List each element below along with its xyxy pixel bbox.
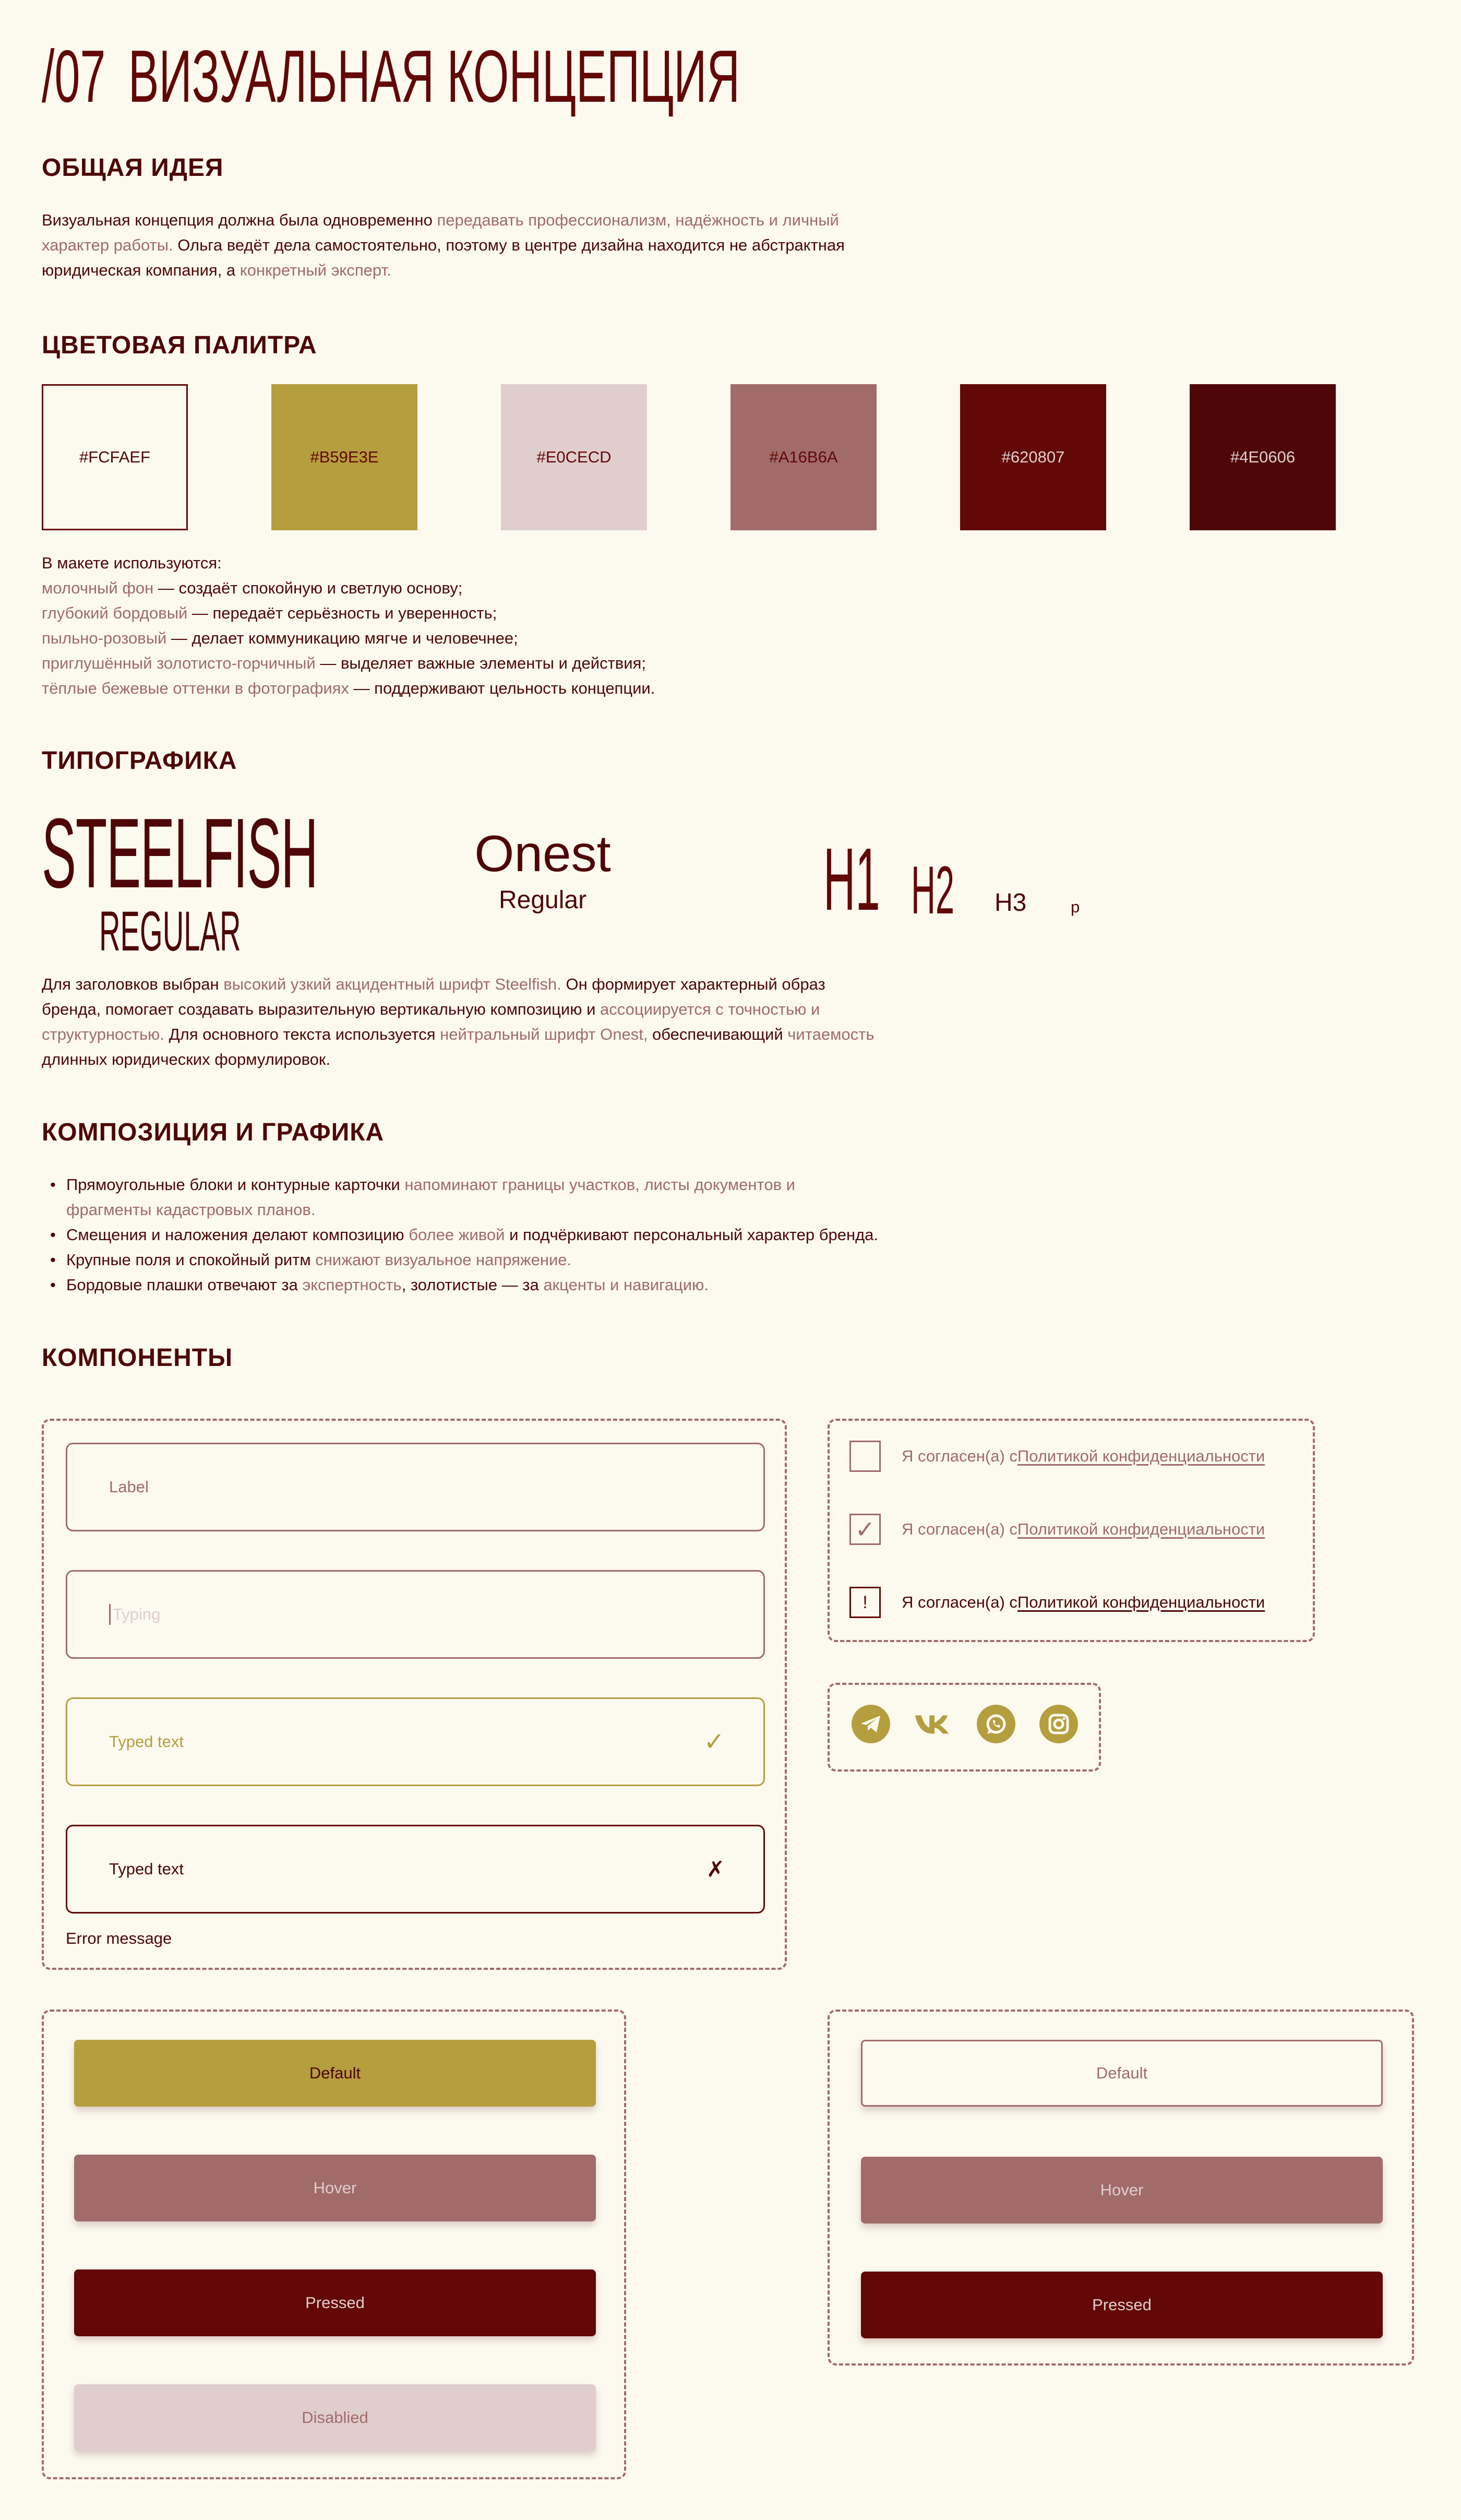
primary-button-hover[interactable]: Hover	[74, 2155, 596, 2221]
telegram-icon[interactable]	[852, 1705, 890, 1743]
secondary-button-pressed[interactable]: Pressed	[861, 2272, 1383, 2338]
checkbox-error-icon[interactable]: !	[849, 1587, 881, 1618]
instagram-icon[interactable]	[1039, 1705, 1078, 1743]
consent-checkbox-checked[interactable]	[849, 1514, 1265, 1545]
palette-heading: ЦВЕТОВАЯ ПАЛИТРА	[42, 331, 317, 359]
idea-heading: ОБЩАЯ ИДЕЯ	[42, 154, 224, 182]
onest-style: Regular	[498, 886, 587, 914]
checkbox-empty[interactable]	[849, 1441, 881, 1472]
vk-icon[interactable]	[914, 1705, 953, 1743]
swatch-milk: #FCFAEF	[42, 384, 188, 530]
checkbox-panel	[828, 1419, 1315, 1642]
composition-list	[42, 1172, 1033, 1298]
input-label-state[interactable]	[66, 1443, 765, 1531]
secondary-button-default[interactable]: Default	[861, 2040, 1383, 2107]
consent-checkbox-unchecked[interactable]	[849, 1441, 1265, 1472]
list-item: • Прямоугольные блоки и контурные карточки напоминают границы участков, листы документов и фрагменты кадастровых планов.	[42, 1172, 1033, 1222]
inputs-panel	[42, 1419, 787, 1970]
h2-sample: H2	[911, 852, 955, 928]
steelfish-style: REGULAR	[99, 899, 241, 962]
secondary-button-hover[interactable]: Hover	[861, 2157, 1383, 2224]
checkbox-checked-icon[interactable]: ✓	[849, 1514, 881, 1545]
check-icon: ✓	[703, 1728, 725, 1756]
list-item: • Бордовые плашки отвечают за экспертность, золотистые — за акценты и навигацию.	[42, 1273, 1033, 1298]
error-message: Error message	[66, 1929, 172, 1947]
primary-button-disabled[interactable]: Disablied	[74, 2384, 596, 2451]
primary-button-default[interactable]: Default	[74, 2040, 596, 2107]
typography-description: Для заголовков выбран высокий узкий акцидентный шрифт Steelfish. Он формирует характерный образ бренда, помогает создавать выразительную вертикальную композицию и ассоциируется с точностью и структурностью. Для основного текста используется нейтральный шрифт Onest, обеспечивающий читаемость длинных юридических формулировок.	[42, 975, 875, 1068]
components-heading: КОМПОНЕНТЫ	[42, 1344, 233, 1372]
consent-text: Я согласен(а) с	[902, 1447, 1017, 1465]
list-item: • Смещения и наложения делают композицию более живой и подчёркивают персональный характер бренда.	[42, 1222, 1033, 1247]
composition-heading: КОМПОЗИЦИЯ И ГРАФИКА	[42, 1119, 385, 1146]
palette-description: В макете используются: молочный фон — создаёт спокойную и светлую основу; глубокий бордовый — передаёт серьёзность и уверенность; пыльно-розовый — делает коммуникацию мягче и человечнее; приглушённый золотисто-горчичный — выделяет важные элементы и действия; тёплые бежевые оттенки в фотографиях — поддерживают цельность концепции.	[42, 554, 655, 697]
input-typing-state[interactable]	[66, 1570, 765, 1659]
text-cursor	[109, 1604, 111, 1625]
swatch-pink: #E0CECD	[501, 384, 647, 530]
typography-heading: ТИПОГРАФИКА	[42, 747, 237, 775]
section-number: /07	[42, 35, 106, 118]
page-title	[42, 32, 740, 121]
steelfish-specimen	[42, 798, 318, 962]
privacy-policy-link[interactable]: Политикой конфиденциальности	[1017, 1593, 1265, 1611]
input-typing-text: Typing	[113, 1605, 161, 1623]
privacy-policy-link[interactable]: Политикой конфиденциальности	[1017, 1447, 1265, 1465]
swatch-gold: #B59E3E	[271, 384, 417, 530]
idea-text: Визуальная концепция должна была одновременно передавать профессионализм, надёжность и личный характер работы. Ольга ведёт дела самостоятельно, поэтому в центре дизайна находится не абстрактная юридическая компания, а конкретный эксперт.	[42, 211, 845, 279]
consent-text: Я согласен(а) с	[902, 1520, 1017, 1538]
primary-button-pressed[interactable]: Pressed	[74, 2269, 596, 2336]
swatch-dark-burgundy: #4E0606	[1190, 384, 1336, 530]
steelfish-name: STEELFISH	[42, 798, 318, 909]
section-title: ВИЗУАЛЬНАЯ КОНЦЕПЦИЯ	[128, 35, 740, 118]
whatsapp-icon[interactable]	[977, 1705, 1015, 1743]
onest-specimen	[459, 825, 626, 919]
onest-name: Onest	[474, 825, 611, 882]
swatch-burgundy: #620807	[960, 384, 1106, 530]
consent-text: Я согласен(а) с	[902, 1593, 1017, 1611]
input-error-text: Typed text	[109, 1860, 184, 1878]
swatch-dusty-rose: #A16B6A	[730, 384, 877, 530]
cross-icon: ✗	[706, 1857, 725, 1882]
p-sample: p	[1071, 898, 1080, 916]
h3-sample: H3	[995, 889, 1027, 917]
input-label-text: Label	[109, 1478, 149, 1496]
input-error-state[interactable]	[66, 1825, 765, 1913]
input-valid-state[interactable]	[66, 1697, 765, 1786]
list-item: • Крупные поля и спокойный ритм снижают визуальное напряжение.	[42, 1247, 1033, 1273]
h1-sample: H1	[823, 830, 880, 929]
privacy-policy-link[interactable]: Политикой конфиденциальности	[1017, 1520, 1265, 1538]
input-valid-text: Typed text	[109, 1732, 184, 1751]
consent-checkbox-error[interactable]	[849, 1587, 1265, 1618]
